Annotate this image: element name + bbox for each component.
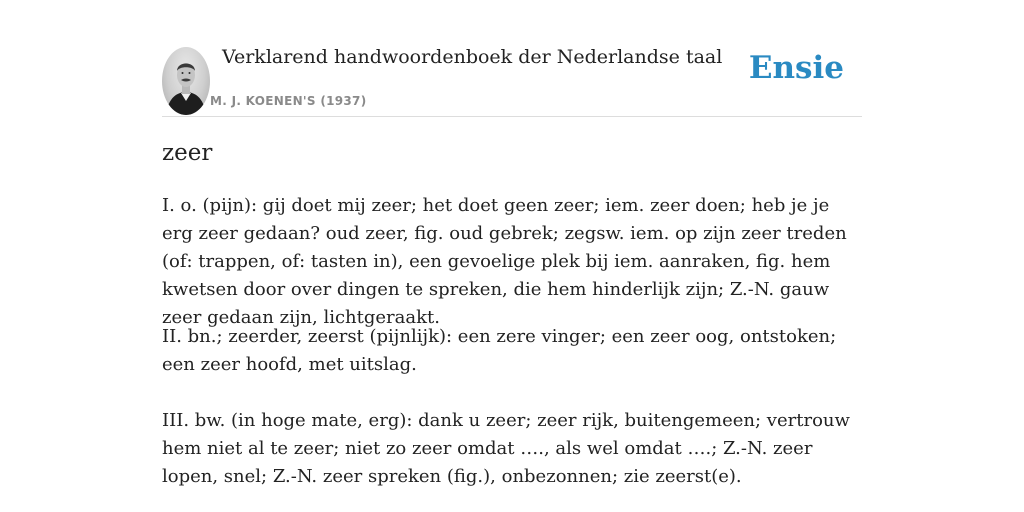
- definition-adverb: III. bw. (in hoge mate, erg): dank u zeer; zeer rijk, buitengemeen; vertrouw hem niet al te zeer; niet zo zeer omdat …., als wel omdat ….; Z.-N. zeer lopen, snel; Z.-N. zeer spreken (fig.), onbezonnen; zie zeerst(e).: [162, 410, 850, 487]
- definition-adjective: II. bn.; zeerder, zeerst (pijnlijk): een zere vinger; een zeer oog, ontstoken; een zeer hoofd, met uitslag.: [162, 326, 837, 375]
- dictionary-header: [162, 44, 862, 117]
- entry-headword: zeer: [162, 140, 213, 166]
- ensie-logo-link[interactable]: Ensie: [748, 50, 844, 86]
- author-portrait-image: [162, 47, 210, 115]
- author-portrait: [162, 47, 210, 115]
- dictionary-author-edition: M. J. KOENEN'S (1937): [210, 94, 367, 108]
- dictionary-title: Verklarend handwoordenboek der Nederlandse taal: [222, 46, 723, 68]
- definition-noun: I. o. (pijn): gij doet mij zeer; het doet geen zeer; iem. zeer doen; heb je je erg zeer gedaan? oud zeer, fig. oud gebrek; zegsw. iem. op zijn zeer treden (of: trappen, of: tasten in), een gevoelige plek bij iem. aanraken, fig. hem kwetsen door over dingen te spreken, die hem hinderlijk zijn; Z.-N. gauw zeer gedaan zijn, lichtgeraakt.: [162, 195, 847, 328]
